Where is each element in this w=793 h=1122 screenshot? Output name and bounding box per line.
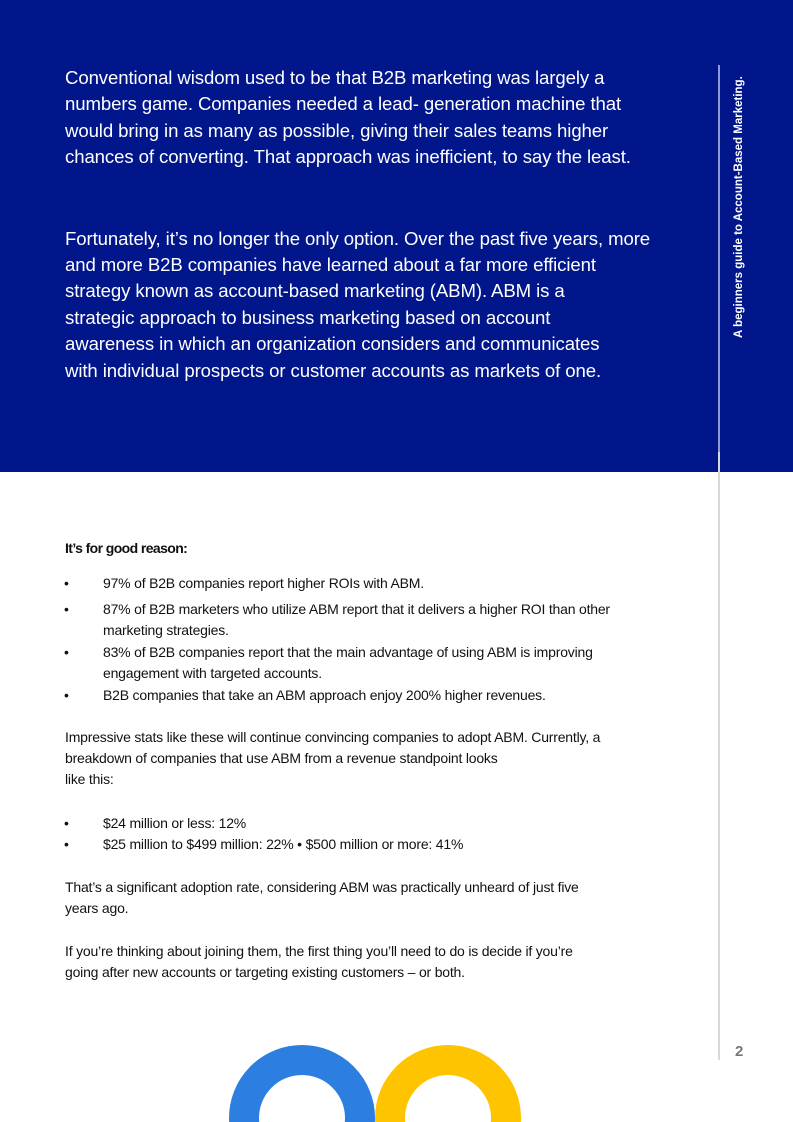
side-title: A beginners guide to Account-Based Marketing. [733,76,745,338]
bullet-text: marketing strategies. [103,622,229,638]
body-text-line: like this: [65,771,114,787]
yellow-ring [390,1060,506,1122]
hero-text-line: Fortunately, it’s no longer the only option. Over the past five years, more [65,228,651,249]
blue-ring [244,1060,360,1122]
bullet-text: $25 million to $499 million: 22% • $500 million or more: 41% [103,836,464,852]
bullet-text: 97% of B2B companies report higher ROIs with ABM. [103,575,424,591]
hero-text-line: awareness in which an organization considers and communicates [65,333,600,354]
body-text-line: years ago. [65,900,129,916]
divider-line [718,65,720,472]
decorative-rings [0,1000,793,1122]
section-heading: It’s for good reason: [65,540,188,556]
body-text-line: If you’re thinking about joining them, the first thing you’ll need to do is decide if you’re [65,943,573,959]
bullet-icon: • [64,644,69,660]
bullet-icon: • [64,815,69,831]
bullet-text: 87% of B2B marketers who utilize ABM report that it delivers a higher ROI than other [103,601,610,617]
body-text-line: breakdown of companies that use ABM from a revenue standpoint looks [65,750,498,766]
bullet-text: B2B companies that take an ABM approach enjoy 200% higher revenues. [103,687,546,703]
hero-text-line: would bring in as many as possible, giving their sales teams higher [65,120,609,141]
divider-line [718,452,720,1060]
hero-text-line: numbers game. Companies needed a lead- generation machine that [65,93,622,114]
bullet-icon: • [64,601,69,617]
bullet-text: 83% of B2B companies report that the main advantage of using ABM is improving [103,644,593,660]
hero-text-line: strategic approach to business marketing based on account [65,307,551,328]
bullet-text: engagement with targeted accounts. [103,665,322,681]
hero-text-line: and more B2B companies have learned about a far more efficient [65,254,596,275]
hero-text-line: Conventional wisdom used to be that B2B marketing was largely a [65,67,605,88]
bullet-icon: • [64,687,69,703]
bullet-text: $24 million or less: 12% [103,815,247,831]
hero-text-line: strategy known as account-based marketing (ABM). ABM is a [65,280,565,301]
bullet-icon: • [64,575,69,591]
hero-text-line: with individual prospects or customer accounts as markets of one. [65,360,602,381]
bullet-icon: • [64,836,69,852]
body-text-line: Impressive stats like these will continue convincing companies to adopt ABM. Currently, a [65,729,601,745]
body-text-line: going after new accounts or targeting existing customers – or both. [65,964,465,980]
hero-text-line: chances of converting. That approach was inefficient, to say the least. [65,146,631,167]
body-text-line: That’s a significant adoption rate, considering ABM was practically unheard of just five [65,879,579,895]
page-number: 2 [735,1043,744,1060]
